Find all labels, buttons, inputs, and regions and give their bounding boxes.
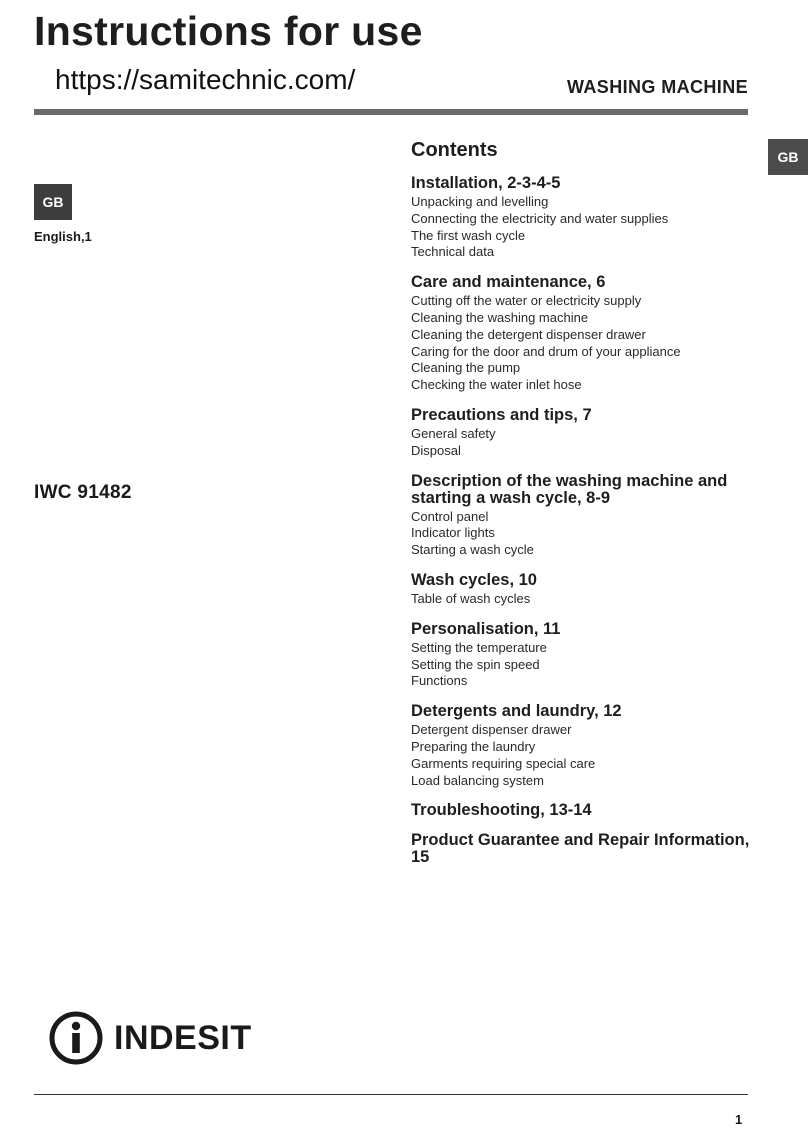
section-item[interactable]: Connecting the electricity and water supplies [411,210,669,226]
section-item[interactable]: Cutting off the water or electricity supply [411,293,642,309]
section-item[interactable]: Cleaning the detergent dispenser drawer [411,326,646,342]
document-type: WASHING MACHINE [567,77,748,97]
footer-divider [34,1094,748,1095]
contents-section [411,473,756,559]
section-item[interactable]: Caring for the door and drum of your appliance [411,343,681,359]
section-title[interactable]: Personalisation, 11 [411,619,561,638]
section-title[interactable]: Installation, 2-3-4-5 [411,174,561,192]
section-title[interactable]: Description of the washing machine and starting a wash cycle, 8-9 [411,471,728,507]
website-url[interactable]: https://samitechnic.com/ [55,64,356,95]
section-item[interactable]: Checking the water inlet hose [411,377,582,393]
language-badge: GB [34,184,72,220]
section-item[interactable]: Table of wash cycles [411,590,531,606]
contents-section [411,274,756,394]
section-item[interactable]: Garments requiring special care [411,755,596,771]
contents-section [411,703,756,789]
section-title[interactable]: Care and maintenance, 6 [411,273,606,292]
section-item[interactable]: Starting a wash cycle [411,542,534,558]
language-side-tab: GB [768,139,808,175]
section-item[interactable]: Technical data [411,244,495,260]
section-title[interactable]: Precautions and tips, 7 [411,405,592,424]
contents-section [411,407,756,460]
contents-section [411,621,756,690]
section-item[interactable]: Indicator lights [411,525,495,541]
section-title[interactable]: Product Guarantee and Repair Information, 15 [411,831,750,867]
language-label: English,1 [34,229,92,244]
section-title[interactable]: Detergents and laundry, 12 [411,702,622,721]
model-number: IWC 91482 [34,482,132,503]
brand-name: INDESIT [114,1018,252,1057]
section-title[interactable]: Troubleshooting, 13-14 [411,801,592,820]
section-item[interactable]: Setting the temperature [411,639,547,655]
section-item[interactable]: Load balancing system [411,772,544,788]
contents-section [411,572,756,608]
indesit-i-icon [48,1010,104,1066]
section-item[interactable]: General safety [411,425,496,441]
contents-section [411,802,756,819]
page-number: 1 [735,1112,743,1127]
section-item[interactable]: Disposal [411,442,461,458]
section-item[interactable]: Control panel [411,508,489,524]
page-title: Instructions for use [34,8,423,54]
section-item[interactable]: Cleaning the pump [411,360,521,376]
header-divider [34,109,748,115]
contents-section [411,175,756,261]
contents-heading: Contents [411,139,498,161]
section-item[interactable]: Cleaning the washing machine [411,309,589,325]
section-item[interactable]: The first wash cycle [411,227,526,243]
section-title[interactable]: Wash cycles, 10 [411,570,537,589]
section-item[interactable]: Functions [411,673,468,689]
table-of-contents [411,138,756,879]
section-item[interactable]: Setting the spin speed [411,656,540,672]
section-item[interactable]: Detergent dispenser drawer [411,722,572,738]
section-item[interactable]: Preparing the laundry [411,738,536,754]
section-item[interactable]: Unpacking and levelling [411,194,549,209]
contents-sections [411,175,756,866]
contents-section [411,832,756,866]
brand-logo [48,1011,252,1065]
